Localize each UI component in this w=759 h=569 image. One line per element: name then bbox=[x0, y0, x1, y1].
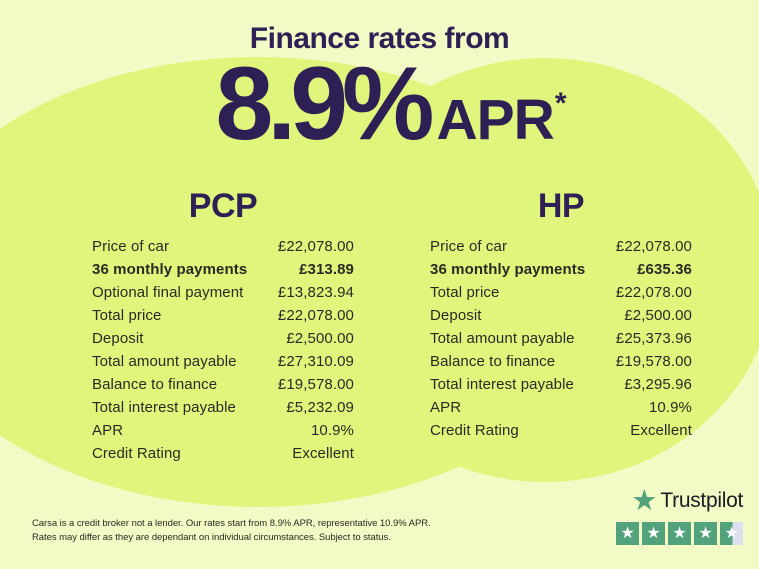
finance-row bbox=[92, 373, 354, 396]
row-label: Total interest payable bbox=[430, 376, 574, 393]
row-label: Total amount payable bbox=[92, 353, 237, 370]
finance-row bbox=[430, 396, 692, 419]
row-value: £22,078.00 bbox=[277, 238, 354, 255]
asterisk: * bbox=[554, 87, 566, 120]
finance-row bbox=[92, 350, 354, 373]
column-title: PCP bbox=[188, 187, 258, 225]
row-label: Credit Rating bbox=[92, 445, 181, 462]
row-label: Total interest payable bbox=[92, 399, 236, 416]
row-value: £635.36 bbox=[637, 261, 692, 278]
finance-row bbox=[92, 419, 354, 442]
row-value: Excellent bbox=[292, 445, 354, 462]
row-list bbox=[430, 235, 692, 442]
finance-row bbox=[430, 258, 692, 281]
row-value: £313.89 bbox=[299, 261, 354, 278]
star-full-icon: ★ bbox=[642, 522, 665, 545]
row-value: £22,078.00 bbox=[615, 238, 692, 255]
finance-row bbox=[430, 327, 692, 350]
finance-row bbox=[430, 304, 692, 327]
trustpilot-star-icon: ★ bbox=[631, 485, 658, 517]
finance-row bbox=[92, 258, 354, 281]
row-value: £22,078.00 bbox=[615, 284, 692, 301]
row-label: Deposit bbox=[92, 330, 144, 347]
row-label: Price of car bbox=[430, 238, 508, 255]
finance-row bbox=[430, 350, 692, 373]
row-value: 10.9% bbox=[310, 422, 354, 439]
row-label: Total price bbox=[430, 284, 500, 301]
finance-row bbox=[430, 373, 692, 396]
trustpilot-logo bbox=[616, 487, 743, 515]
row-value: £25,373.96 bbox=[615, 330, 692, 347]
row-label: Balance to finance bbox=[92, 376, 218, 393]
row-value: £19,578.00 bbox=[277, 376, 354, 393]
finance-row bbox=[92, 235, 354, 258]
finance-row bbox=[92, 281, 354, 304]
headline-rate bbox=[0, 46, 759, 162]
row-value: 10.9% bbox=[648, 399, 692, 416]
row-value: £3,295.96 bbox=[624, 376, 692, 393]
row-value: £5,232.09 bbox=[286, 399, 354, 416]
row-label: Credit Rating bbox=[430, 422, 519, 439]
trustpilot-stars bbox=[616, 522, 743, 545]
row-label: APR bbox=[92, 422, 124, 439]
row-value: £2,500.00 bbox=[286, 330, 354, 347]
row-label: Total price bbox=[92, 307, 162, 324]
disclaimer-line-1: Carsa is a credit broker not a lender. Our rates start from 8.9% APR, representative 10.9% APR. bbox=[32, 518, 431, 529]
column-title: HP bbox=[537, 187, 585, 225]
header bbox=[0, 22, 759, 162]
trustpilot-badge bbox=[616, 487, 743, 545]
row-label: 36 monthly payments bbox=[92, 261, 248, 278]
finance-row bbox=[92, 327, 354, 350]
rate-apr-label bbox=[437, 87, 566, 153]
row-list bbox=[92, 235, 354, 465]
row-label: Total amount payable bbox=[430, 330, 575, 347]
rate-value: 8.9% bbox=[215, 46, 429, 162]
star-full-icon: ★ bbox=[616, 522, 639, 545]
row-label: Price of car bbox=[92, 238, 170, 255]
row-value: £27,310.09 bbox=[277, 353, 354, 370]
row-value: £2,500.00 bbox=[624, 307, 692, 324]
finance-row bbox=[430, 235, 692, 258]
star-half-icon: ★ bbox=[720, 522, 743, 545]
legal-disclaimer bbox=[32, 517, 431, 544]
trustpilot-brand: Trustpilot bbox=[660, 489, 743, 512]
finance-column bbox=[92, 187, 354, 465]
row-label: APR bbox=[430, 399, 462, 416]
row-value: £19,578.00 bbox=[615, 353, 692, 370]
disclaimer-line-2: Rates may differ as they are dependant on individual circumstances. Subject to status. bbox=[32, 531, 391, 543]
page-title: Finance rates from bbox=[249, 22, 510, 55]
row-label: 36 monthly payments bbox=[430, 261, 586, 278]
row-label: Optional final payment bbox=[92, 284, 244, 301]
finance-row bbox=[92, 396, 354, 419]
finance-row bbox=[92, 304, 354, 327]
row-value: £13,823.94 bbox=[277, 284, 354, 301]
star-full-icon: ★ bbox=[668, 522, 691, 545]
row-label: Balance to finance bbox=[430, 353, 556, 370]
row-label: Deposit bbox=[430, 307, 482, 324]
row-value: Excellent bbox=[630, 422, 692, 439]
finance-column bbox=[430, 187, 692, 442]
finance-row bbox=[430, 281, 692, 304]
star-full-icon: ★ bbox=[694, 522, 717, 545]
finance-row bbox=[430, 419, 692, 442]
apr-text: APR bbox=[436, 88, 554, 152]
finance-row bbox=[92, 442, 354, 465]
row-value: £22,078.00 bbox=[277, 307, 354, 324]
